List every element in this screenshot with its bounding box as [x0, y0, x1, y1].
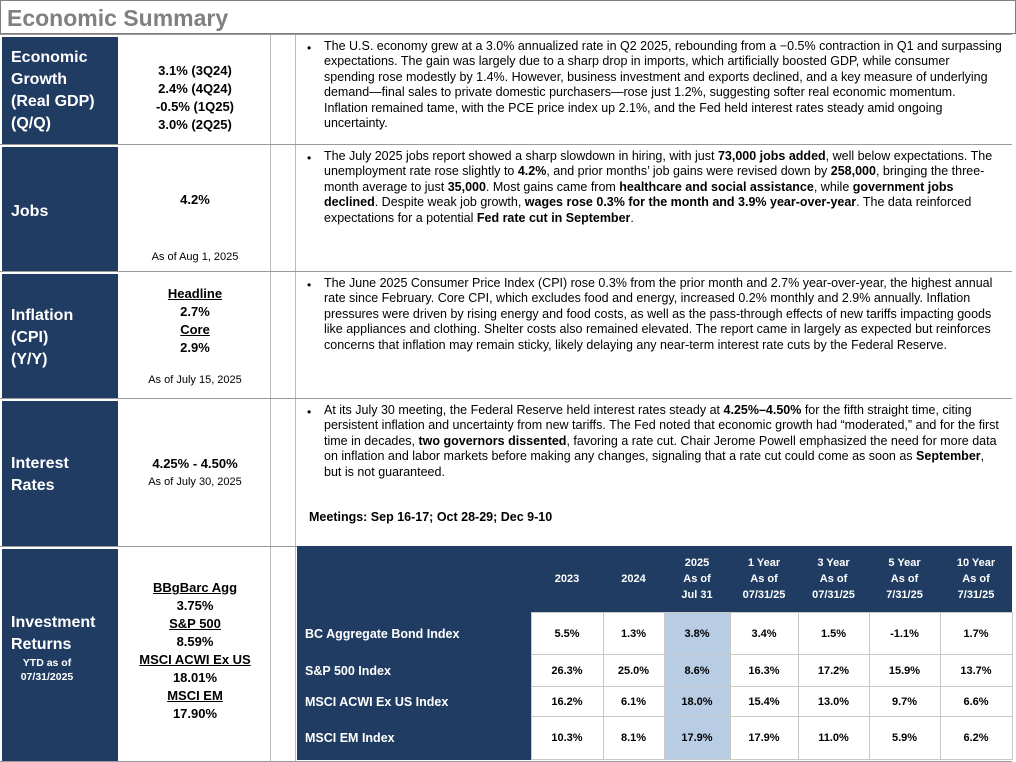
label-interest-rates — [2, 401, 118, 546]
spacer — [270, 272, 296, 398]
table-cell: 16.2% — [531, 687, 603, 717]
column-header: 2023 — [531, 546, 603, 613]
index-ytd: 3.75% — [176, 598, 214, 613]
table-cell: 13.7% — [940, 655, 1012, 687]
inflation-text: The June 2025 Consumer Price Index (CPI) rose 0.3% from the prior month and 2.7% year-over-year, the highest annual rate since February. Core CPI, which excludes food and energy, increased 0.2% monthly and 2.9% annually. Inflation pressures were driven by rising energy and food costs, as well as the pass-through effects of new tariffs impacting goods like appliances and clothing. Shelter costs also remained elevated. The report came in largely as expected but reinforces concerns that inflation may remain sticky, likely delaying any near-term interest rate cuts by the Federal Reserve. — [324, 276, 993, 352]
gdp-values — [120, 35, 270, 144]
inflation-values — [120, 272, 270, 398]
column-header: 2024 — [603, 546, 664, 613]
table-cell: 25.0% — [603, 655, 664, 687]
sublabel-line: YTD as of — [22, 657, 72, 669]
index-name: BBgBarc Agg — [152, 580, 238, 595]
table-row — [297, 613, 1012, 655]
table-row — [297, 655, 1012, 687]
label-investment-returns — [2, 549, 118, 761]
label-line: (Y/Y) — [11, 351, 48, 368]
table-cell: 6.6% — [940, 687, 1012, 717]
jobs-commentary — [297, 145, 1012, 271]
table-cell: 5.9% — [869, 717, 940, 760]
label-line: Jobs — [11, 203, 49, 220]
spacer — [270, 35, 296, 144]
returns-values — [120, 547, 270, 761]
jobs-value: 4.2% — [180, 192, 210, 207]
label-line: (Q/Q) — [11, 115, 51, 132]
table-cell: 8.1% — [603, 717, 664, 760]
table-corner — [297, 546, 531, 613]
bullet-icon: • — [307, 278, 312, 292]
inflation-headline-value: 2.7% — [180, 304, 210, 319]
table-cell-highlight: 17.9% — [664, 717, 730, 760]
label-line: Returns — [11, 636, 72, 653]
label-line: Interest — [11, 455, 69, 472]
label-line: (Real GDP) — [11, 93, 95, 110]
spacer — [270, 547, 296, 761]
column-header: 1 Year As of 07/31/25 — [730, 546, 798, 613]
label-line: Rates — [11, 477, 55, 494]
table-cell: 15.4% — [730, 687, 798, 717]
jobs-asof: As of Aug 1, 2025 — [151, 251, 239, 263]
index-name: MSCI ACWI Ex US — [139, 652, 251, 667]
table-cell: 6.2% — [940, 717, 1012, 760]
row-name: MSCI EM Index — [297, 717, 531, 760]
column-header: 2025 As of Jul 31 — [664, 546, 730, 613]
rates-text: At its July 30 meeting, the Federal Reserve held interest rates steady at 4.25%–4.50% for the fifth straight time, citing persistent inflation and uncertainty from new tariffs. The Fed noted that economic growth had “moderated,” and for the first time in decades, two governors dissented, favoring a rate cut. Chair Jerome Powell emphasized the need for more data on inflation and labor markets before making any changes, signaling that a rate cut could come as soon as September, but is not guaranteed. — [324, 403, 999, 479]
column-header: 3 Year As of 07/31/25 — [798, 546, 869, 613]
index-name: MSCI EM — [167, 688, 223, 703]
row-name: MSCI ACWI Ex US Index — [297, 687, 531, 717]
rates-commentary — [297, 399, 1012, 546]
table-cell: 17.2% — [798, 655, 869, 687]
label-jobs — [2, 147, 118, 271]
label-line: Economic — [11, 49, 88, 66]
gdp-value: 2.4% (4Q24) — [158, 81, 232, 96]
table-cell: 10.3% — [531, 717, 603, 760]
table-cell-highlight: 8.6% — [664, 655, 730, 687]
table-cell: 1.7% — [940, 613, 1012, 655]
table-cell: 13.0% — [798, 687, 869, 717]
rates-values — [120, 399, 270, 546]
table-cell: 26.3% — [531, 655, 603, 687]
table-cell: 9.7% — [869, 687, 940, 717]
page-title: Economic Summary — [7, 5, 229, 31]
row-economic-growth — [0, 34, 1012, 144]
sublabel-line: 07/31/2025 — [20, 671, 74, 683]
meetings-text: Meetings: Sep 16-17; Oct 28-29; Dec 9-10 — [309, 510, 553, 524]
label-line: (CPI) — [11, 329, 49, 346]
jobs-text: The July 2025 jobs report showed a sharp slowdown in hiring, with just 73,000 jobs added, well below expectations. The unemployment rate rose slightly to 4.2%, and prior months’ job gains were revised down by 258,000, bringing the three-month average to just 35,000. Most gains came from healthcare and social assistance, while government jobs declined. Despite weak job growth, wages rose 0.3% for the month and 3.9% year-over-year. The data reinforced expectations for a potential Fed rate cut in September. — [324, 149, 993, 225]
table-cell-highlight: 18.0% — [664, 687, 730, 717]
table-cell: 1.5% — [798, 613, 869, 655]
gdp-value: 3.0% (2Q25) — [158, 117, 232, 132]
inflation-commentary — [297, 272, 1012, 398]
inflation-core-value: 2.9% — [180, 340, 210, 355]
inflation-headline-label: Headline — [167, 286, 223, 301]
table-cell: 1.3% — [603, 613, 664, 655]
label-line: Inflation — [11, 307, 74, 324]
row-inflation — [0, 271, 1012, 398]
label-economic-growth — [2, 37, 118, 144]
index-ytd: 17.90% — [172, 706, 218, 721]
index-ytd: 18.01% — [172, 670, 218, 685]
gdp-value: -0.5% (1Q25) — [155, 99, 235, 114]
row-jobs — [0, 144, 1012, 271]
page-title-bar — [0, 0, 1016, 34]
row-name: S&P 500 Index — [297, 655, 531, 687]
column-header: 10 Year As of 7/31/25 — [940, 546, 1012, 613]
returns-table — [297, 546, 1013, 760]
table-cell: 6.1% — [603, 687, 664, 717]
table-cell: 3.4% — [730, 613, 798, 655]
table-cell: 5.5% — [531, 613, 603, 655]
gdp-commentary — [297, 35, 1012, 144]
spacer — [270, 399, 296, 546]
label-line: Growth — [11, 71, 67, 88]
row-interest-rates — [0, 398, 1012, 546]
table-row — [297, 687, 1012, 717]
label-line: Investment — [11, 614, 96, 631]
table-cell: -1.1% — [869, 613, 940, 655]
inflation-core-label: Core — [180, 322, 210, 337]
bullet-icon: • — [307, 405, 312, 419]
table-cell: 16.3% — [730, 655, 798, 687]
table-cell: 15.9% — [869, 655, 940, 687]
index-name: S&P 500 — [169, 616, 221, 631]
table-cell-highlight: 3.8% — [664, 613, 730, 655]
rates-value: 4.25% - 4.50% — [152, 456, 238, 471]
inflation-asof: As of July 15, 2025 — [148, 374, 242, 386]
gdp-value: 3.1% (3Q24) — [158, 63, 232, 78]
spacer — [270, 145, 296, 271]
jobs-values — [120, 145, 270, 271]
column-header: 5 Year As of 7/31/25 — [869, 546, 940, 613]
bullet-icon: • — [307, 41, 312, 55]
rates-asof: As of July 30, 2025 — [148, 476, 242, 488]
table-header-row — [297, 546, 1012, 613]
gdp-text: The U.S. economy grew at a 3.0% annualized rate in Q2 2025, rebounding from a −0.5% contraction in Q1 and surpassing expectations. The gain was largely due to a sharp drop in imports, which artificially boosted GDP, while consumer spending rose modestly by 1.4%. However, business investment and exports declined, and a key measure of underlying demand—final sales to private domestic purchasers—rose just 1.2%, suggesting softer real economic momentum. Inflation remained tame, with the PCE price index up 2.1%, and the Fed held interest rates steady amid ongoing uncertainty. — [324, 39, 1002, 131]
label-inflation — [2, 274, 118, 398]
index-ytd: 8.59% — [176, 634, 214, 649]
table-row — [297, 717, 1012, 760]
table-cell: 17.9% — [730, 717, 798, 760]
table-cell: 11.0% — [798, 717, 869, 760]
bullet-icon: • — [307, 151, 312, 165]
row-name: BC Aggregate Bond Index — [297, 613, 531, 655]
